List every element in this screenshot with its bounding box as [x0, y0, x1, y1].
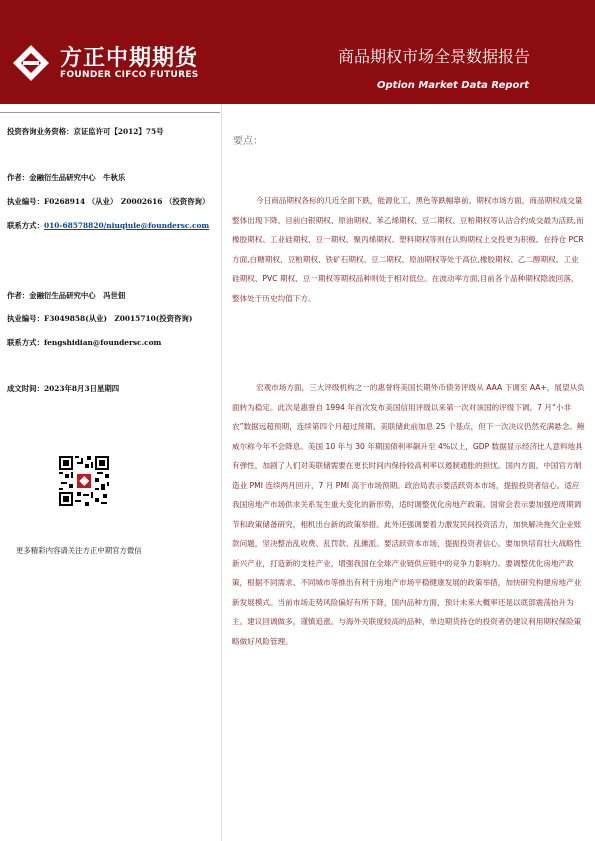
- sidebar-divider: [0, 112, 220, 113]
- author-1-contact-label: 联系方式：: [7, 221, 44, 230]
- wechat-qr-code-icon: [59, 456, 109, 506]
- founder-cifco-logo-icon: [11, 43, 51, 83]
- author-2-contact: 联系方式：fengshidian@foundersc.com: [7, 338, 162, 347]
- column-divider: [221, 104, 222, 841]
- author-1-contact: [7, 220, 209, 231]
- company-name-cn: 方正中期期货: [60, 46, 199, 71]
- author-2-cert: 执业编号：F3049858(从业) Z0015710(投资咨询): [7, 314, 193, 323]
- author-2: 作者：金融衍生品研究中心 冯世佃: [7, 291, 126, 300]
- author-1-cert: 执业编号：F0268914 （从业） Z0002616 （投资咨询）: [7, 197, 210, 206]
- report-header: [0, 0, 595, 104]
- report-title: 商品期权市场全景数据报告: [338, 47, 531, 66]
- report-subtitle: Option Market Data Report: [377, 80, 530, 91]
- license-text: 投资咨询业务资格：京证监许可【2012】75号: [7, 127, 164, 136]
- qr-caption: 更多精彩内容请关注方正中期官方微信: [16, 546, 142, 555]
- author-1: 作者：金融衍生品研究中心 牛秋乐: [7, 173, 126, 182]
- paragraph-macro-market: 宏观市场方面，三大评级机构之一的惠誉将美国长期外币债务评级从 AAA 下调至 AA+，展望从负面转为稳定。此次是惠誉自 1994 年首次发布美国信用评级以来第一次对该国的评级下调。7 月“小非农”数据远超预期，连续第四个月超过预期。美联储此前加息 25 个基点，但下一次决议仍然充满悬念。鲍威尔称今年不会降息。美国 10 年与 30 年期国债利率飙升至 4%以上，GDP 数据显示经济比人意料地具有弹性，加剧了人们对美联储需要在更长时间内保持较高利率以遏制通胀的担忧。国内方面，中国官方制造业 PMI 连续两月回升，7 月 PMI 高于市场预期。政治局表示要活跃资本市场，提振投资者信心。适应我国房地产市场供求关系发生重大变化的新形势，适时调整优化房地产政策。国常会表示要加强逆周期调节和政策储备研究，相机出台新的政策举措。此外还强调要着力激发民间投资活力，加快解决拖欠企业账款问题，坚决整治乱收费、乱罚款、乱摊派。要活跃资本市场，提振投资者信心。要加快培育壮大战略性新兴产业，打造新的支柱产业，增强我国在全球产业链供应链中的竞争力影响力。要调整优化房地产政策，根据不同需求、不同城市等推出有利于房地产市场平稳健康发展的政策举措，加快研究构建房地产业新发展模式。当前市场走势风险偏好有所下降，国内品种方面，预计未来大概率还是以底部震荡抬升为主。建议回调做多，谨慎追涨。与海外关联度较高的品种，单边期货持仓的投资者仍建议利用期权保险策略做好风险管理。: [232, 383, 585, 646]
- key-points-title: 要点：: [233, 136, 263, 147]
- publish-date: 成文时间：2023年8月3日星期四: [7, 384, 120, 393]
- company-name-en: FOUNDER CIFCO FUTURES: [60, 70, 199, 80]
- author-1-contact-link[interactable]: 010-68578820/niuqiule@foundersc.com: [43, 221, 210, 230]
- paragraph-options-market: 今日商品期权各标的几近全面下跌，能源化工、黑色等跌幅靠前。期权市场方面，商品期权成交量整体出现下降。目前白银期权、原油期权、苯乙烯期权、豆二期权、豆粕期权等认沽合约成交最为活跃,而橡胶期权、工业硅期权、豆一期权、聚丙烯期权、塑料期权等则在认购期权上交投更为积极。在持仓 PCR 方面,白糖期权、豆粕期权、铁矿石期权、豆二期权、原油期权等处于高位,橡胶期权、乙二醇期权、工业硅期权、PVC 期权、豆一期权等期权品种则处于相对低位。在波动率方面,目前各个品种期权隐波回落，整体处于历史均值下方。: [232, 196, 584, 303]
